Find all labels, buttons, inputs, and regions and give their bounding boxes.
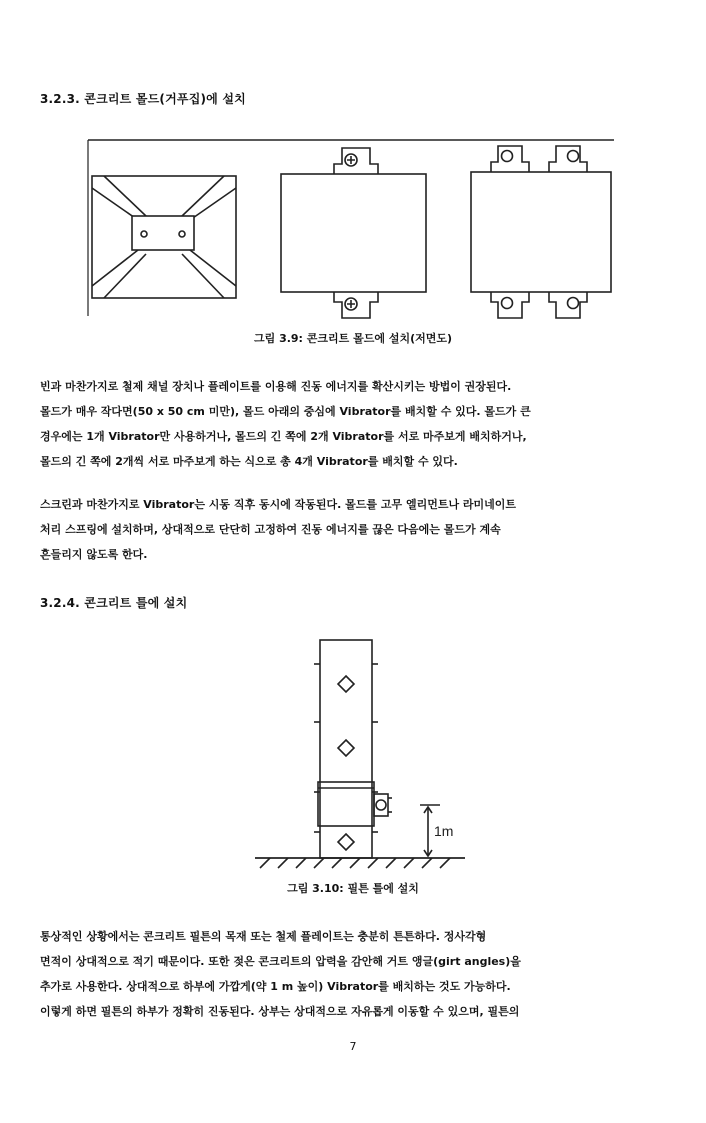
- paragraph-3: [40, 924, 664, 1024]
- figure-caption-3-9: 그림 3.9: 콘크리트 몰드에 설치(저면도): [253, 332, 453, 345]
- paragraph-3-line-1: 통상적인 상황에서는 콘크리트 필튼의 목재 또는 철제 플레이트는 충분히 튼튼하다. 정사각형: [40, 930, 487, 943]
- vibrator-on-column: [374, 794, 392, 816]
- paragraph-2-line-2: 처리 스프링에 설치하며, 상대적으로 단단히 고정하여 진동 에너지를 끊은 다음에는 몰드가 계속: [40, 523, 501, 536]
- mold-four-vibrators: [471, 146, 611, 318]
- paragraph-1-line-3: 경우에는 1개 Vibrator만 사용하거나, 몰드의 긴 쪽에 2개 Vibrator를 서로 마주보게 배치하거나,: [40, 430, 527, 443]
- paragraph-3-line-3: 추가로 사용한다. 상대적으로 하부에 가깝게(약 1 m 높이) Vibrator를 배치하는 것도 가능하다.: [40, 980, 511, 993]
- paragraph-2-line-1: 스크린과 마찬가지로 Vibrator는 시동 직후 동시에 작동된다. 몰드를 고무 엘리먼트나 라미네이트: [40, 498, 517, 511]
- ground-hatching: [255, 858, 465, 868]
- paragraph-1-line-1: 빈과 마찬가지로 철제 채널 장치나 플레이트를 이용해 진동 에너지를 확산시키는 방법이 권장된다.: [40, 380, 512, 393]
- paragraph-2: [40, 492, 664, 567]
- mold-two-vibrators: [281, 148, 426, 318]
- figure-mold-mounting: [86, 138, 616, 320]
- paragraph-2-line-3: 흔들리지 않도록 한다.: [40, 548, 148, 561]
- column-form: [314, 640, 378, 858]
- figure-caption-3-10: 그림 3.10: 필튼 틀에 설치: [287, 882, 419, 895]
- mold-bottom-view-channels: [92, 176, 236, 298]
- paragraph-3-line-2: 면적이 상대적으로 적기 때문이다. 또한 젖은 콘크리트의 압력을 감안해 거트 앵글(girt angles)을: [40, 955, 521, 968]
- section-heading-3-2-3: 3.2.3. 콘크리트 몰드(거푸집)에 설치: [40, 92, 246, 106]
- paragraph-3-line-4: 이렇게 하면 필튼의 하부가 정확히 진동된다. 상부는 상대적으로 자유롭게 이동할 수 있으며, 필튼의: [40, 1005, 520, 1018]
- section-heading-3-2-4: 3.2.4. 콘크리트 틀에 설치: [40, 596, 188, 610]
- figure-column-form: [250, 632, 470, 877]
- paragraph-1-line-2: 몰드가 매우 작다면(50 x 50 cm 미만), 몰드 아래의 중심에 Vibrator를 배치할 수 있다. 몰드가 큰: [40, 405, 531, 418]
- paragraph-1-line-4: 몰드의 긴 쪽에 2개씩 서로 마주보게 하는 식으로 총 4개 Vibrator를 배치할 수 있다.: [40, 455, 458, 468]
- dimension-label: 1m: [434, 823, 454, 839]
- paragraph-1: [40, 374, 664, 474]
- page-number: 7: [349, 1040, 357, 1053]
